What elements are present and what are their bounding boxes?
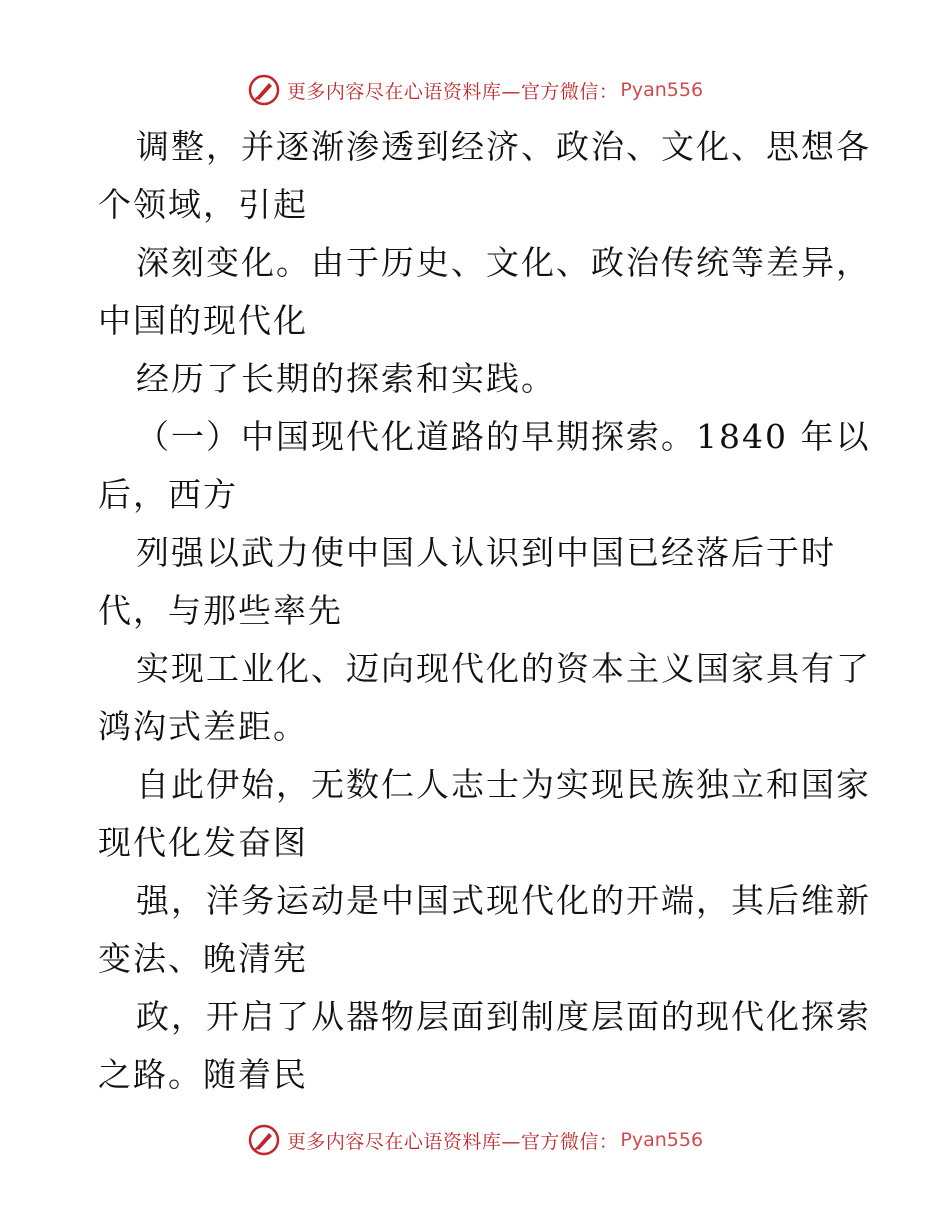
paragraph-tail: 后，西方 [98,475,238,514]
paragraph [98,118,871,234]
footer-watermark [0,1120,950,1160]
paragraph [98,756,871,872]
paragraph [98,872,871,988]
header-watermark [0,70,950,110]
paragraph-lead: 调整，并逐渐渗透到经济、政治、文化、思想各 [136,127,871,166]
paragraph [98,234,871,350]
paragraph-lead: 自此伊始，无数仁人志士为实现民族独立和国家 [136,765,871,804]
paragraph [98,640,871,756]
paragraph-lead: 经历了长期的探索和实践。 [136,359,556,398]
paragraph [98,988,871,1104]
paragraph-lead: 强，洋务运动是中国式现代化的开端，其后维新 [136,881,871,920]
paragraph-lead: 实现工业化、迈向现代化的资本主义国家具有了 [136,649,871,688]
paragraph-tail: 鸿沟式差距。 [98,707,308,746]
paragraph-tail: 中国的现代化 [98,301,308,340]
paragraph-lead: 政，开启了从器物层面到制度层面的现代化探索 [136,997,871,1036]
paragraph-lead: （一）中国现代化道路的早期探索。1840 年以 [136,417,871,456]
paragraph-tail: 代，与那些率先 [98,591,343,630]
watermark-text: 更多内容尽在心语资料库—官方微信： [286,80,619,103]
paragraph-lead: 列强以武力使中国人认识到中国已经落后于时 [136,533,836,572]
feather-pen-logo-icon [247,73,281,107]
watermark-wechat-id: Pyan556 [620,79,704,101]
paragraph-tail: 变法、晚清宪 [98,939,308,978]
feather-pen-logo-icon [247,1123,281,1157]
paragraph [98,350,858,408]
document-body [98,118,871,1104]
watermark-text: 更多内容尽在心语资料库—官方微信： [286,1130,619,1153]
paragraph-tail: 个领域，引起 [98,185,308,224]
paragraph-tail: 之路。随着民 [98,1055,308,1094]
paragraph [98,524,858,640]
paragraph-tail: 现代化发奋图 [98,823,308,862]
watermark-wechat-id: Pyan556 [620,1129,704,1151]
paragraph [98,408,871,524]
paragraph-lead: 深刻变化。由于历史、文化、政治传统等差异， [136,243,871,282]
